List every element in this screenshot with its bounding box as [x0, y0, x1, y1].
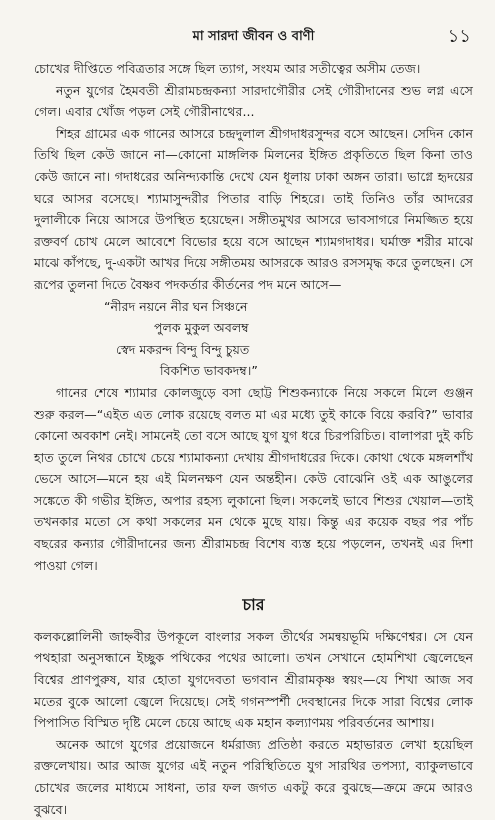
verse-line: বিকশিত ভাবকদম্ব।”	[160, 363, 258, 379]
paragraph: চোখের দীপ্তিতে পবিত্রতার সঙ্গে ছিল ত্যাগ, সংযম আর সতীত্বের অসীম তেজ।	[34, 61, 421, 76]
running-title: মা সারদা জীবন ও বাণী	[192, 29, 315, 44]
verse-line: পুলক মুকুল অবলম্ব	[154, 320, 249, 336]
verse-line: স্বেদ মকরন্দ বিন্দু বিন্দু চুয়ত	[116, 341, 250, 357]
paragraph: অনেক আগে যুগের প্রয়োজনে ধর্মরাজ্য প্রতিষ্ঠা করতে মহাভারত লেখা হয়েছিল রক্তলেখায়। আর আজ যুগের এই নতুন পরিস্থিতিতে যুগ সারথির তপস্যা, ব্যাকুলভাবে চোখের জলের মাধ্যমে সাধনা, তার ফল জগত একটু করে বুঝছে—ক্রমে ক্রমে আরও বুঝবে।	[34, 736, 473, 817]
paragraph: শিহর গ্রামের এক গানের আসরে চন্দ্রদুলাল শ্রীগদাধরসুন্দর বসে আছেন। সেদিন কোন তিথি ছিল কেউ জানে না—কোনো মাঙ্গলিক মিলনের ইঙ্গিত প্রকৃতিতে ছিল কিনা তাও কেউ জানে না। গদাধরের অনিন্দ্যকান্তি দেখে যেন ধূলায় ঢাকা অঙ্গন তারা। ভাগ্নে হৃদয়ের ঘরে আসর বসেছে। শ্যামাসুন্দরীর পিতার বাড়ি শিহরে। তাই তিনিও তাঁর আদরের দুলালীকে নিয়ে আসরে উপস্থিত হয়েছেন। সঙ্গীতমুখর আসরে ভাবসাগরে নিমজ্জিত হয়ে রক্তবর্ণ চোখ মেলে আবেশে বিভোর হয়ে বসে আছেন শ্যামগদাধর। ঘর্মাক্ত শরীর মাঝে মাঝে কাঁপছে, দু-একটা আখর দিয়ে সঙ্গীতময় আসরকে আরও রসসমৃদ্ধ করে তুলছেন। সে রূপের তুলনা দিতে বৈষ্ণব পদকর্তার কীর্তনের পদ মনে আসে—	[34, 125, 473, 292]
paragraph: নতুন যুগের হৈমবতী শ্রীরামচন্দ্রকন্যা সারদাগৌরীর সেই গৌরীদানের শুভ লগ্ন এসে গেল। এবার খোঁজ পড়ল সেই গৌরীনাথের...	[34, 82, 473, 120]
verse-line: “নীরদ নয়নে নীর ঘন সিঞ্চনে	[104, 298, 248, 314]
page-number: ১১	[447, 26, 471, 47]
page-header	[34, 0, 473, 58]
body-text	[34, 58, 473, 820]
section-heading: চার	[242, 595, 265, 615]
verse-quote	[104, 296, 473, 382]
paragraph: কলকল্লোলিনী জাহ্নবীর উপকূলে বাংলার সকল তীর্থের সমন্বয়ভূমি দক্ষিণেশ্বর। সে যেন পথহারা অনুসন্ধানে ইচ্ছুক পথিকের পথের আলো। তখন সেখানে হোমশিখা জ্বেলেছেন বিশ্বের প্রাণপুরুষ, যার হোতা যুগদেবতা ভগবান শ্রীরামকৃষ্ণ স্বয়ং—যে শিখা আজ সব মতের বুকে আলো জ্বেলে দিয়েছে। সেই গগনস্পর্শী দেবস্থানের দিকে সারা বিশ্বের লোক পিপাসিত বিস্মিত দৃষ্টি মেলে চেয়ে আছে এক মহান কল্যাণময় পরিবর্তনের আশায়।	[34, 628, 473, 731]
paragraph: গানের শেষে শ্যামার কোলজুড়ে বসা ছোট্ট শিশুকন্যাকে নিয়ে সকলে মিলে গুঞ্জন শুরু করল—“এইত এত লোক রয়েছে বলত মা এর মধ্যে তুই কাকে বিয়ে করবি?” ভাবার কোনো অবকাশ নেই। সামনেই তো বসে আছে যুগ যুগ ধরে চিরপরিচিত। বালাপরা দুই কচি হাত তুলে নিথর চোখে চেয়ে শ্যামাকন্যা দেখায় শ্রীগদাধরের দিকে। কোথা থেকে মঙ্গলশাঁখ ভেসে আসে—মনে হয় এই মিলনক্ষণ যেন অন্তহীন। কেউ বোঝেনি ওই এক আঙুলের সঙ্কেতে কী গভীর ইঙ্গিত, অপার রহস্য লুকানো ছিল। সকলেই ভাবে শিশুর খেয়াল—তাই তখনকার মতো সে কথা সকলের মন থেকে মুছে যায়। কিন্তু এর কয়েক বছর পর পাঁচ বছরের কন্যার গৌরীদানের জন্য শ্রীরামচন্দ্র বিশেষ ব্যস্ত হয়ে পড়লেন, তখনই এর দিশা পাওয়া গেল।	[34, 384, 473, 573]
